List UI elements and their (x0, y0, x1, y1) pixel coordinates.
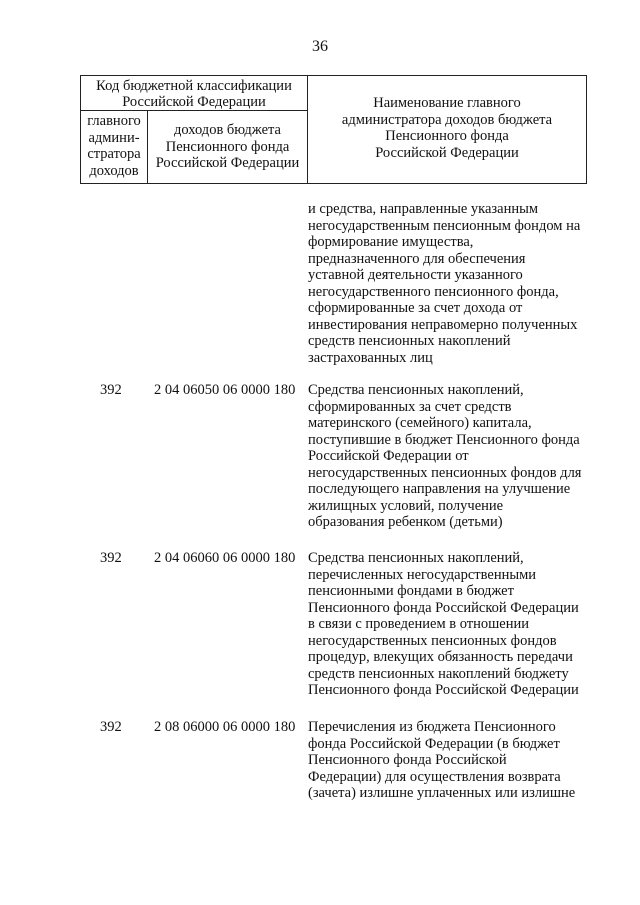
header-line: главного (87, 113, 141, 129)
income-description (308, 550, 579, 699)
budget-classification-code-title (81, 76, 307, 111)
budget-income-column-header (148, 111, 307, 183)
income-description (308, 382, 581, 531)
description-line: сформированных за счет средств (308, 398, 512, 415)
budget-classification-code: 2 04 06060 06 0000 180 (154, 550, 296, 566)
administrator-name-column-header (308, 76, 586, 183)
budget-classification-code: 2 04 06050 06 0000 180 (154, 382, 296, 398)
income-description (308, 719, 575, 802)
description-line: (зачета) излишне уплаченных или излишне (308, 785, 576, 801)
administrator-code: 392 (100, 382, 122, 398)
header-line: Пенсионного фонда (385, 128, 509, 144)
description-line: перечисленных негосударственными (308, 566, 537, 583)
description-line: застрахованных лиц (308, 349, 433, 366)
description-line: материнского (семейного) капитала, (308, 415, 532, 431)
description-line: сформированные за счет дохода от (308, 300, 523, 316)
description-line: Пенсионного фонда Российской Федерации (308, 682, 579, 698)
description-line: поступившие в бюджет Пенсионного фонда (308, 431, 580, 448)
description-line: негосударственного пенсионного фонда, (308, 283, 559, 300)
header-line: Российской Федерации (155, 155, 300, 171)
header-line: Российской Федерации (375, 144, 519, 161)
main-administrator-column-header (81, 111, 148, 183)
description-line: в связи с проведением в отношении (308, 616, 529, 632)
description-line: средств пенсионных накоплений (308, 333, 511, 349)
description-line: образования ребенком (детьми) (308, 514, 503, 530)
description-line: инвестирования неправомерно полученных (308, 316, 578, 333)
description-line: и средства, направленные указанным (308, 201, 539, 217)
description-line: Пенсионного фонда Российской Федерации (308, 599, 579, 616)
page-number: 36 (312, 38, 328, 55)
continuation-description (308, 201, 580, 366)
header-line: Код бюджетной классификации (96, 78, 292, 94)
description-line: Российской Федерации от (308, 448, 469, 464)
description-line: последующего направления на улучшение (308, 481, 571, 497)
administrator-code: 392 (100, 550, 122, 566)
header-line: доходов бюджета (174, 122, 281, 138)
header-line: Наименование главного (373, 95, 521, 111)
description-line: фонда Российской Федерации (в бюджет (308, 735, 560, 752)
table-header (80, 75, 587, 184)
description-line: уставной деятельности указанного (308, 267, 523, 283)
description-line: процедур, влекущих обязанность передачи (308, 649, 573, 665)
description-line: негосударственных пенсионных фондов (308, 632, 557, 649)
description-line: Пенсионного фонда Российской (308, 752, 507, 768)
description-line: негосударственным пенсионным фондом на (308, 217, 581, 234)
description-line: Средства пенсионных накоплений, (308, 550, 524, 566)
description-line: средств пенсионных накоплений бюджету (308, 665, 569, 682)
header-line: стратора (87, 146, 141, 162)
description-line: жилищных условий, получение (308, 497, 504, 514)
description-line: Перечисления из бюджета Пенсионного (308, 719, 556, 735)
budget-classification-code-header (81, 76, 308, 183)
description-line: предназначенного для обеспечения (308, 250, 526, 267)
description-line: Федерации) для осуществления возврата (308, 768, 561, 785)
header-line: Пенсионного фонда (165, 138, 290, 155)
administrator-code: 392 (100, 719, 122, 735)
header-line: доходов (89, 162, 139, 179)
header-line: админи- (88, 129, 140, 146)
header-line: администратора доходов бюджета (341, 111, 553, 128)
description-line: Средства пенсионных накоплений, (308, 382, 524, 398)
description-line: пенсионными фондами в бюджет (308, 583, 514, 599)
description-line: негосударственных пенсионных фондов для (308, 464, 582, 481)
description-line: формирование имущества, (308, 234, 474, 250)
header-line: Российской Федерации (122, 94, 266, 110)
budget-classification-code: 2 08 06000 06 0000 180 (154, 719, 296, 735)
